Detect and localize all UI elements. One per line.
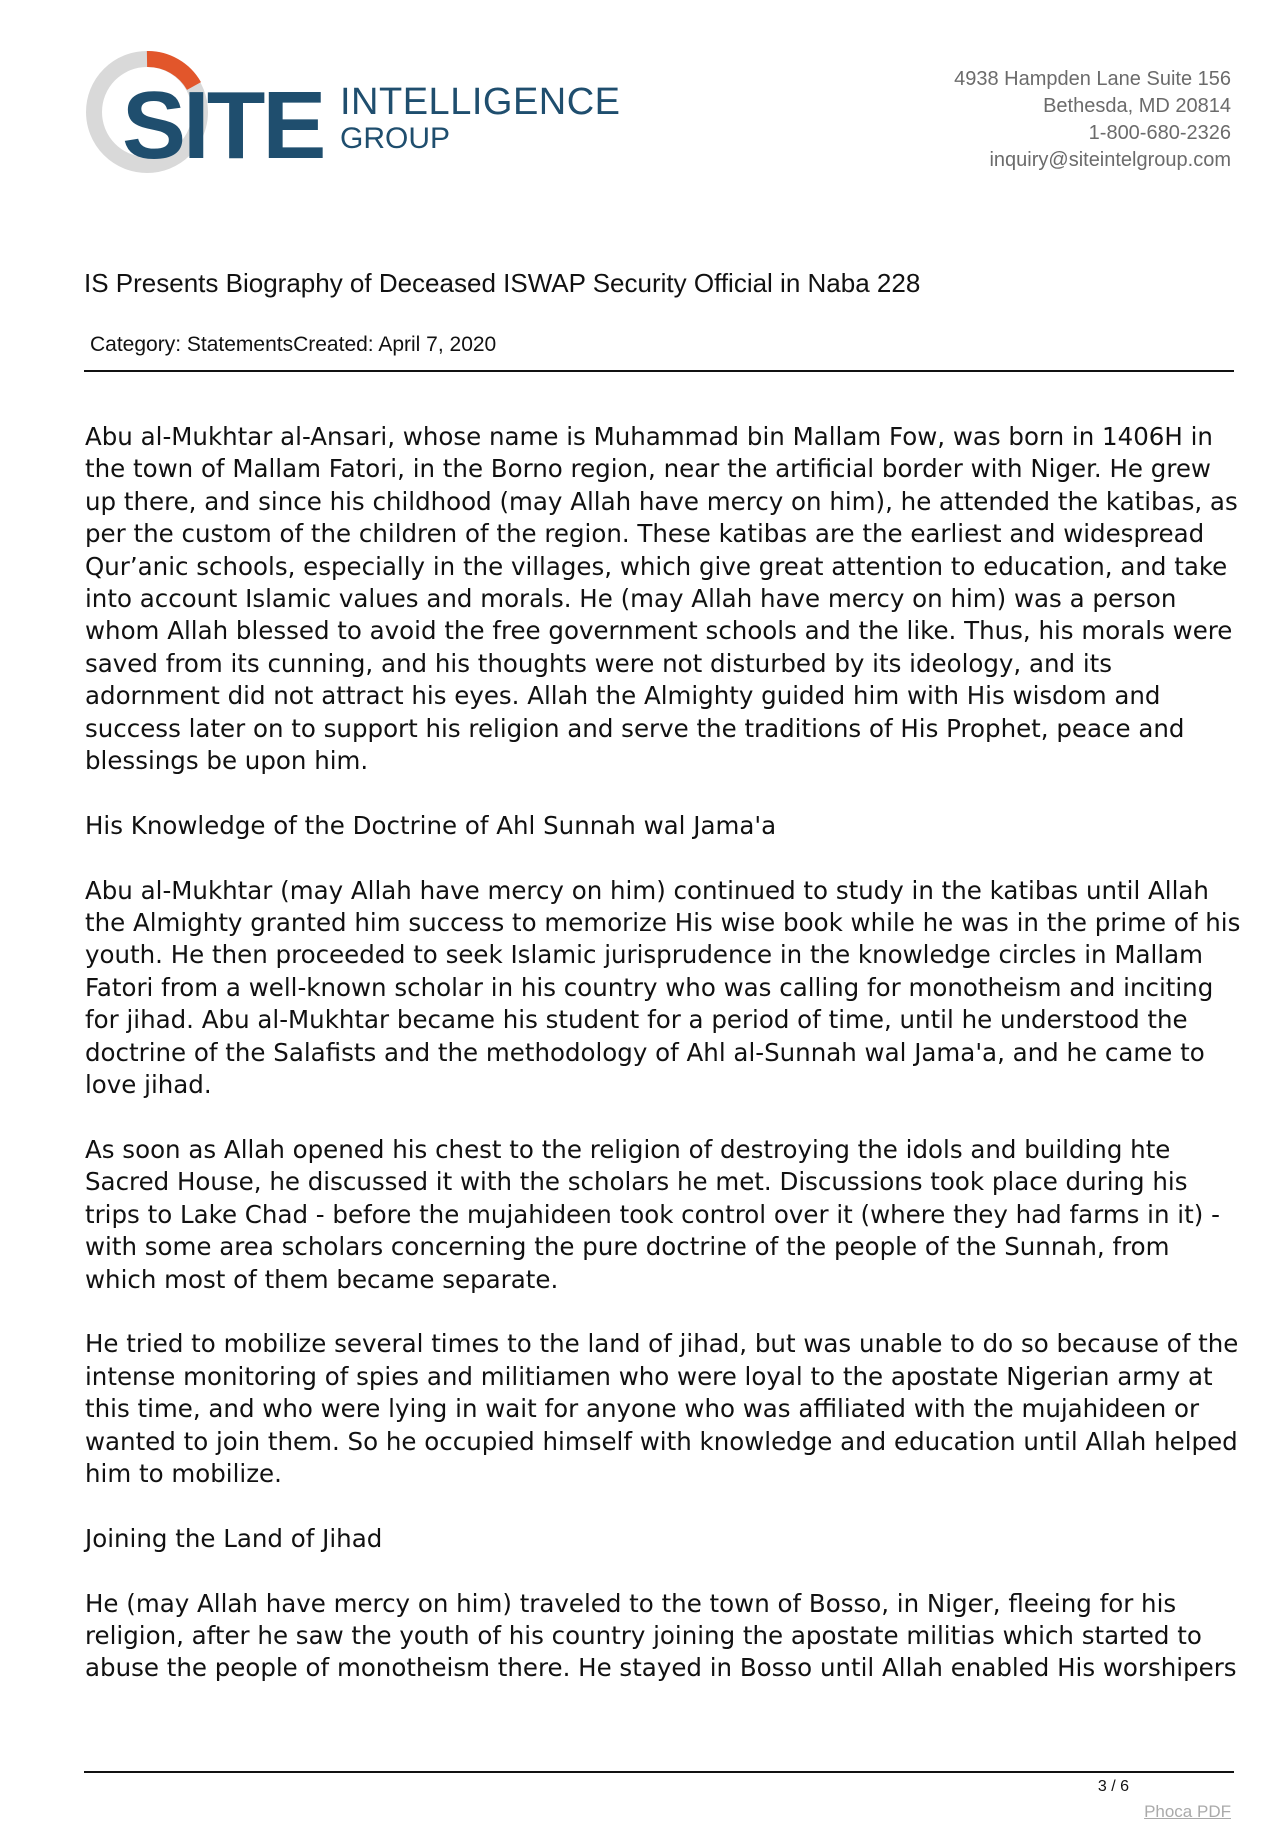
footer-divider xyxy=(84,1771,1234,1773)
logo-intelligence-text: INTELLIGENCE xyxy=(340,81,621,123)
header-divider xyxy=(84,370,1234,372)
paragraph-intro: Abu al-Mukhtar al-Ansari, whose name is Muhammad bin Mallam Fow, was born in 1406H in the town of Mallam Fatori, in the Borno region, near the artificial border with Niger. He grew up there, and since his childhood (may Allah have mercy on him), he attended the katibas, as per the custom of the children of the region. These katibas are the earliest and widespread Qur’anic schools, especially in the villages, which give great attention to education, and take into account Islamic values and morals. He (may Allah have mercy on him) was a person whom Allah blessed to avoid the free government schools and the like. Thus, his morals were saved from its cunning, and his thoughts were not disturbed by its ideology, and its adornment did not attract his eyes. Allah the Almighty guided him with His wisdom and success later on to support his religion and serve the traditions of His Prophet, peace and blessings be upon him. xyxy=(85,422,1238,776)
address-street: 4938 Hampden Lane Suite 156 xyxy=(954,68,1231,90)
paragraph-study: Abu al-Mukhtar (may Allah have mercy on him) continued to study in the katibas until Allah the Almighty granted him success to memorize His wise book while he was in the prime of his youth. He then proceeded to seek Islamic jurisprudence in the knowledge circles in Mallam Fatori from a well-known scholar in his country who was calling for monotheism and inciting for jihad. Abu al-Mukhtar became his student for a period of time, until he understood the doctrine of the Salafists and the methodology of Ahl al-Sunnah wal Jama'a, and he came to love jihad. xyxy=(85,875,1241,1100)
phoca-pdf-link[interactable]: Phoca PDF xyxy=(1144,1802,1231,1821)
paragraph-mobilize: He tried to mobilize several times to the land of jihad, but was unable to do so because of the intense monitoring of spies and militiamen who were loyal to the apostate Nigerian army at this time, and who were lying in wait for anyone who was affiliated with the mujahideen or wanted to join them. So he occupied himself with knowledge and education until Allah helped him to mobilize. xyxy=(85,1329,1239,1488)
section-heading-joining: Joining the Land of Jihad xyxy=(85,1523,383,1553)
address-city: Bethesda, MD 20814 xyxy=(1043,95,1231,117)
article-body xyxy=(85,421,1245,1717)
logo-group-text: GROUP xyxy=(340,122,451,155)
logo-wordmark: SITE xyxy=(122,72,324,179)
paragraph-discussions: As soon as Allah opened his chest to the religion of destroying the idols and building hte Sacred House, he discussed it with the scholars he met. Discussions took place during his trips to Lake Chad - before the mujahideen took control over it (where they had farms in it) - with some area scholars concerning the pure doctrine of the people of the Sunnah, from which most of them became separate. xyxy=(85,1134,1220,1294)
address-email: inquiry@siteintelgroup.com xyxy=(989,149,1231,171)
section-heading-doctrine: His Knowledge of the Doctrine of Ahl Sunnah wal Jama'a xyxy=(85,810,777,840)
address-phone: 1-800-680-2326 xyxy=(1088,122,1231,144)
article-title: IS Presents Biography of Deceased ISWAP Security Official in Naba 228 xyxy=(84,268,921,298)
contact-address xyxy=(954,66,1231,174)
paragraph-bosso: He (may Allah have mercy on him) traveled to the town of Bosso, in Niger, fleeing for his religion, after he saw the youth of his country joining the apostate militias which started to abuse the people of monotheism there. He stayed in Bosso until Allah enabled His worshipers xyxy=(85,1588,1237,1683)
article-meta: Category: StatementsCreated: April 7, 2020 xyxy=(90,333,497,356)
page-number: 3 / 6 xyxy=(1097,1778,1129,1795)
site-intelligence-logo xyxy=(82,46,621,196)
